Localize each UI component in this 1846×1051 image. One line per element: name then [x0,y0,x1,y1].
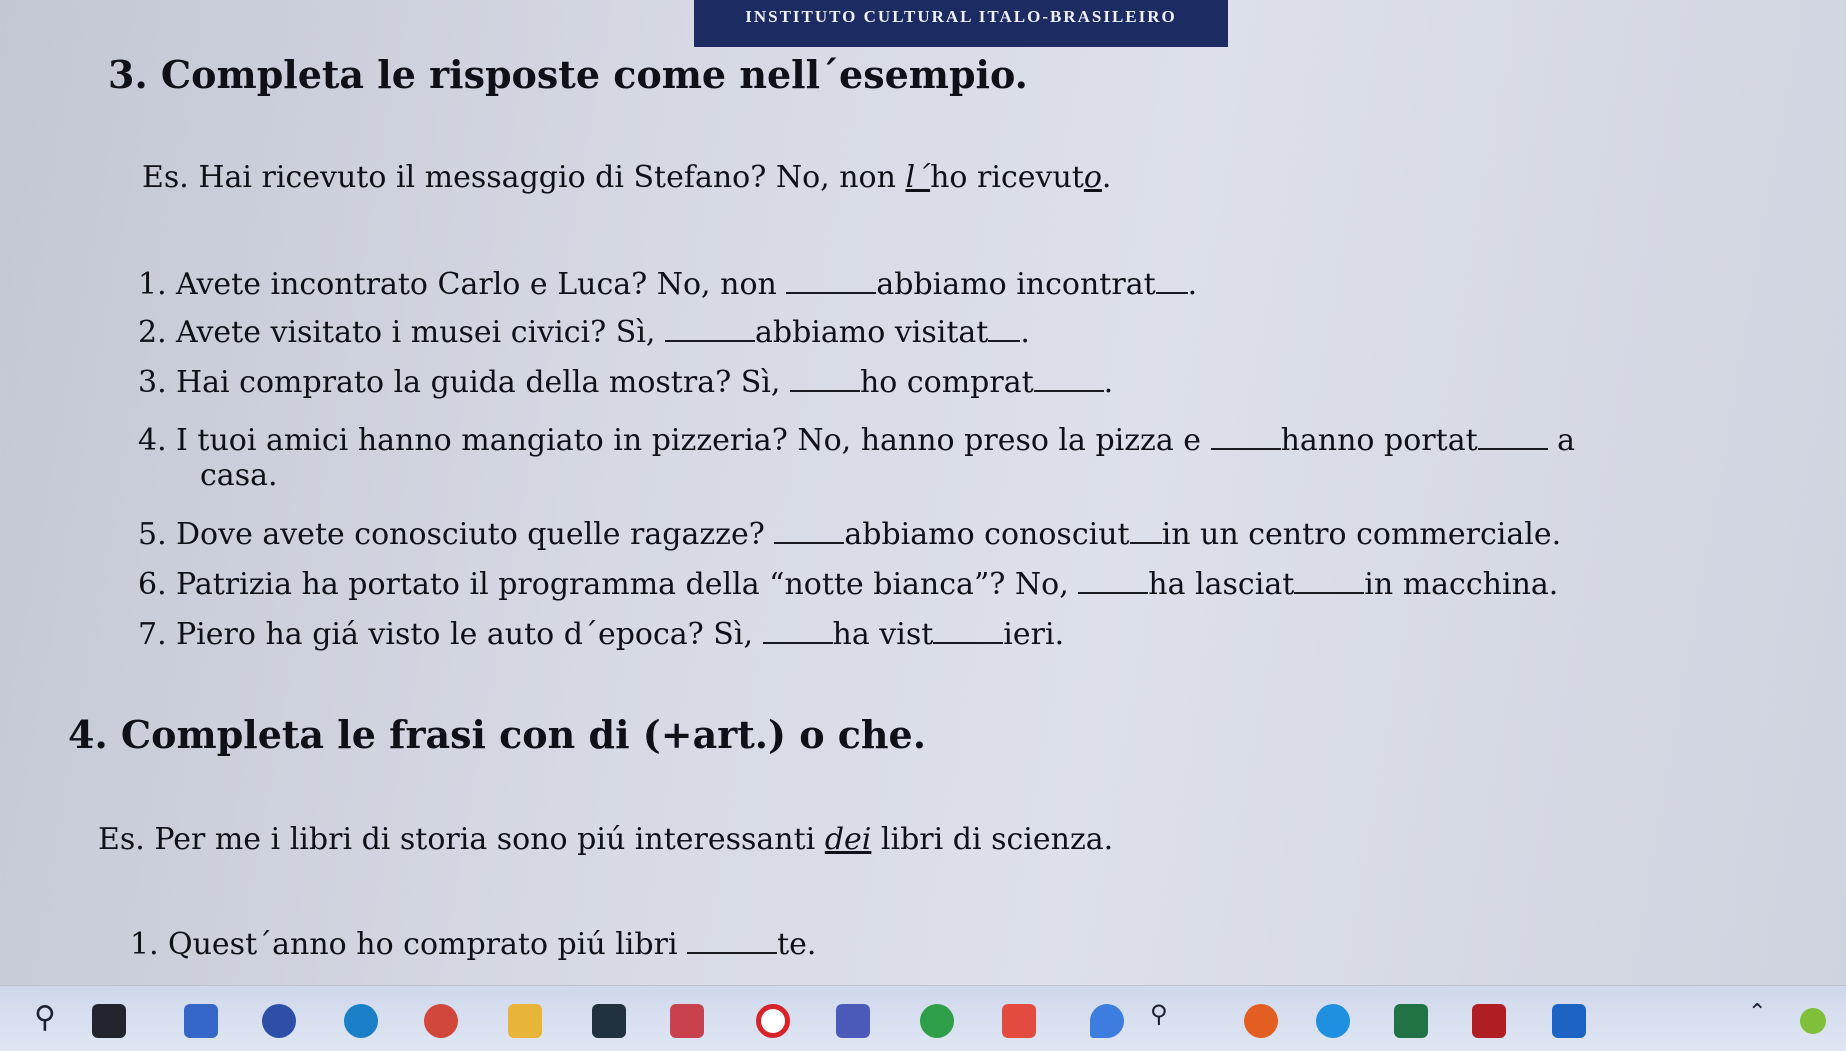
item-question: Hai comprato la guida della mostra? Sì, [176,365,790,400]
item-question: Piero ha giá visto le auto d´epoca? Sì, [176,617,763,652]
item-question: I tuoi amici hanno mangiato in pizzeria? No, hanno preso la pizza e [176,423,1211,458]
item-suffix: te. [777,927,817,962]
ending-blank[interactable] [1034,360,1104,392]
excel-icon[interactable] [1394,1004,1428,1038]
pdf-reader-icon[interactable] [1472,1004,1506,1038]
skype-icon[interactable] [1316,1004,1350,1038]
item-text: ha lasciat [1148,567,1295,602]
answer-blank[interactable] [790,360,860,392]
item-question: Dove avete conosciuto quelle ragazze? [176,517,775,552]
answer-blank[interactable] [1078,562,1148,594]
item-text: abbiamo visitat [754,315,989,350]
paint-icon[interactable] [1090,1004,1124,1038]
firefox-icon[interactable] [1244,1004,1278,1038]
exercise3-item-7 [138,612,1064,652]
answer-blank[interactable] [774,512,844,544]
exercise3-item-3 [138,360,1113,400]
exercise3-item-4-continuation: casa. [200,458,278,493]
calendar-icon[interactable] [670,1004,704,1038]
item-suffix: . [1187,267,1198,302]
chrome-icon[interactable] [424,1004,458,1038]
item-question: Avete incontrato Carlo e Luca? No, non [176,267,787,302]
answer-blank[interactable] [1211,418,1281,450]
notification-icon[interactable] [1800,1008,1826,1034]
item-question: Patrizia ha portato il programma della “notte bianca”? No, [176,567,1079,602]
example-prefix: Es. Hai ricevuto il messaggio di Stefano? No, non [142,160,906,195]
file-explorer-icon[interactable] [508,1004,542,1038]
item-text: abbiamo incontrat [876,267,1156,302]
item-suffix: in un centro commerciale. [1161,517,1562,552]
exercise3-item-5 [138,512,1561,552]
item-suffix: ieri. [1003,617,1065,652]
example-answer: dei [824,822,872,857]
example-suffix: . [1101,160,1112,195]
item-question: Quest´anno ho comprato piú libri [168,927,688,962]
teams-icon[interactable] [836,1004,870,1038]
item-suffix: a [1547,423,1576,458]
search-icon[interactable]: ⚲ [34,1000,56,1035]
exercise3-item-4 [138,418,1575,458]
item-suffix: . [1103,365,1114,400]
answer-blank[interactable] [786,262,876,294]
task-view-icon[interactable] [92,1004,126,1038]
item-text: ha vist [832,617,934,652]
item-question: Avete visitato i musei civici? Sì, [176,315,665,350]
opera-icon[interactable] [756,1004,790,1038]
item-suffix: . [1020,315,1030,350]
answer-blank[interactable] [687,922,777,954]
example-answer-pronoun: l´ [905,160,931,195]
example-answer-ending: o [1083,160,1102,195]
item-number: 6. [138,567,167,602]
answer-blank[interactable] [763,612,833,644]
ending-blank[interactable] [1294,562,1364,594]
ending-blank[interactable] [933,612,1003,644]
example-middle: ho ricevut [930,160,1084,195]
store-icon[interactable] [592,1004,626,1038]
taskbar [0,985,1846,1051]
section3-example [142,160,1111,195]
item-number: 3. [138,365,167,400]
exercise3-item-6 [138,562,1558,602]
item-text: hanno portat [1280,423,1478,458]
media-icon[interactable] [1002,1004,1036,1038]
item-suffix: in macchina. [1364,567,1559,602]
answer-blank[interactable] [665,310,755,342]
item-text: ho comprat [859,365,1034,400]
ending-blank[interactable] [1156,262,1188,294]
item-number: 1. [138,267,167,302]
exercise3-item-1 [138,262,1197,302]
item-text: abbiamo conosciut [844,517,1130,552]
camera-icon[interactable] [262,1004,296,1038]
item-number: 1. [130,927,159,962]
section4-example [98,822,1113,857]
ending-blank[interactable] [1130,512,1162,544]
ending-blank[interactable] [1478,418,1548,450]
example-prefix: Es. Per me i libri di storia sono piú interessanti [98,822,825,857]
item-number: 4. [138,423,167,458]
item-number: 5. [138,517,167,552]
chrome-canary-icon[interactable] [920,1004,954,1038]
example-suffix: libri di scienza. [871,822,1114,857]
mail-icon[interactable] [1552,1004,1586,1038]
item-number: 7. [138,617,167,652]
institute-banner: INSTITUTO CULTURAL ITALO-BRASILEIRO [694,0,1228,47]
chevron-up-icon[interactable]: ⌃ [1748,1000,1767,1025]
widgets-icon[interactable] [184,1004,218,1038]
section4-title: 4. Completa le frasi con di (+art.) o che. [68,712,926,757]
item-number: 2. [138,315,167,350]
ending-blank[interactable] [988,310,1020,342]
pin-icon[interactable]: ⚲ [1150,1000,1168,1028]
exercise3-item-2 [138,310,1030,350]
exercise4-item-1 [130,922,816,962]
edge-browser-icon[interactable] [344,1004,378,1038]
section3-title: 3. Completa le risposte come nell´esempio. [108,52,1028,97]
